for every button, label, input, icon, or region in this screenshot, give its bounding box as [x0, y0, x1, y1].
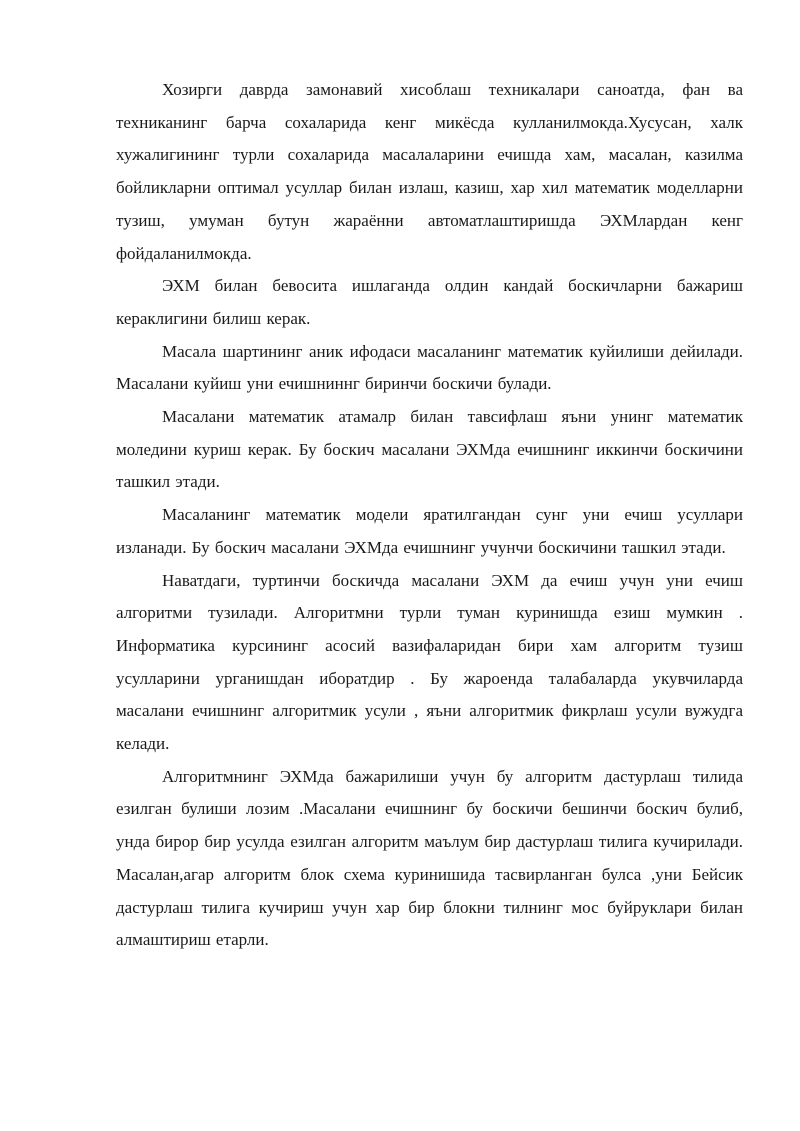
paragraph-5: Масаланинг математик модели яратилгандан сунг уни ечиш усуллари изланади. Бу боскич масалани ЭХМда ечишнинг учунчи боскичини ташкил этади. — [116, 505, 743, 557]
paragraph-4: Масалани математик атамалр билан тавсифлаш яъни унинг математик моледини куриш керак. Бу боскич масалани ЭХМда ечишнинг иккинчи боскичини ташкил этади. — [116, 407, 743, 492]
document-page — [116, 74, 743, 957]
paragraph-3: Масала шартининг аник ифодаси масаланинг математик куйилиши дейилади. Масалани куйиш уни ечишниннг биринчи боскичи булади. — [116, 341, 743, 394]
paragraph-6: Наватдаги, туртинчи боскичда масалани ЭХМ да ечиш учун уни ечиш алгоритми тузилади. Алгоритмни турли туман куринишда езиш мумкин . Информатика курсининг асосий вазифаларидан бири хам алгоритм тузиш усулларини урганишдан иборатдир . Бу жароенда талабаларда укувчиларда масалани ечишнинг алгоритмик усули , яъни алгоритмик фикрлаш усули вужудга келади. — [116, 570, 743, 754]
paragraph-7: Алгоритмнинг ЭХМда бажарилиши учун бу алгоритм дастурлаш тилида езилган булиши лозим .Масалани ечишнинг бу боскичи бешинчи боскич булиб, унда бирор бир усулда езилган алгоритм маълум бир дастурлаш тилига кучирилади. Масалан,агар алгоритм блок схема куринишида тасвирланган булса ,уни Бейсик дастурлаш тилига кучириш учун хар бир блокни тилнинг мос буйруклари билан алмаштириш етарли. — [116, 766, 743, 950]
paragraph-2: ЭХМ билан бевосита ишлаганда олдин кандай боскичларни бажариш кераклигини билиш керак. — [116, 276, 743, 328]
paragraph-1: Хозирги даврда замонавий хисоблаш техникалари саноатда, фан ва техниканинг барча сохаларида кенг микёсда кулланилмокда.Хусусан, халк хужалигининг турли сохаларида масалаларини ечишда хам, масалан, казилма бойликларни оптимал усуллар билан излаш, казиш, хар хил математик моделларни тузиш, умуман бутун жараённи автоматлаштиришда ЭХМлардан кенг фойдаланилмокда. — [116, 80, 743, 263]
